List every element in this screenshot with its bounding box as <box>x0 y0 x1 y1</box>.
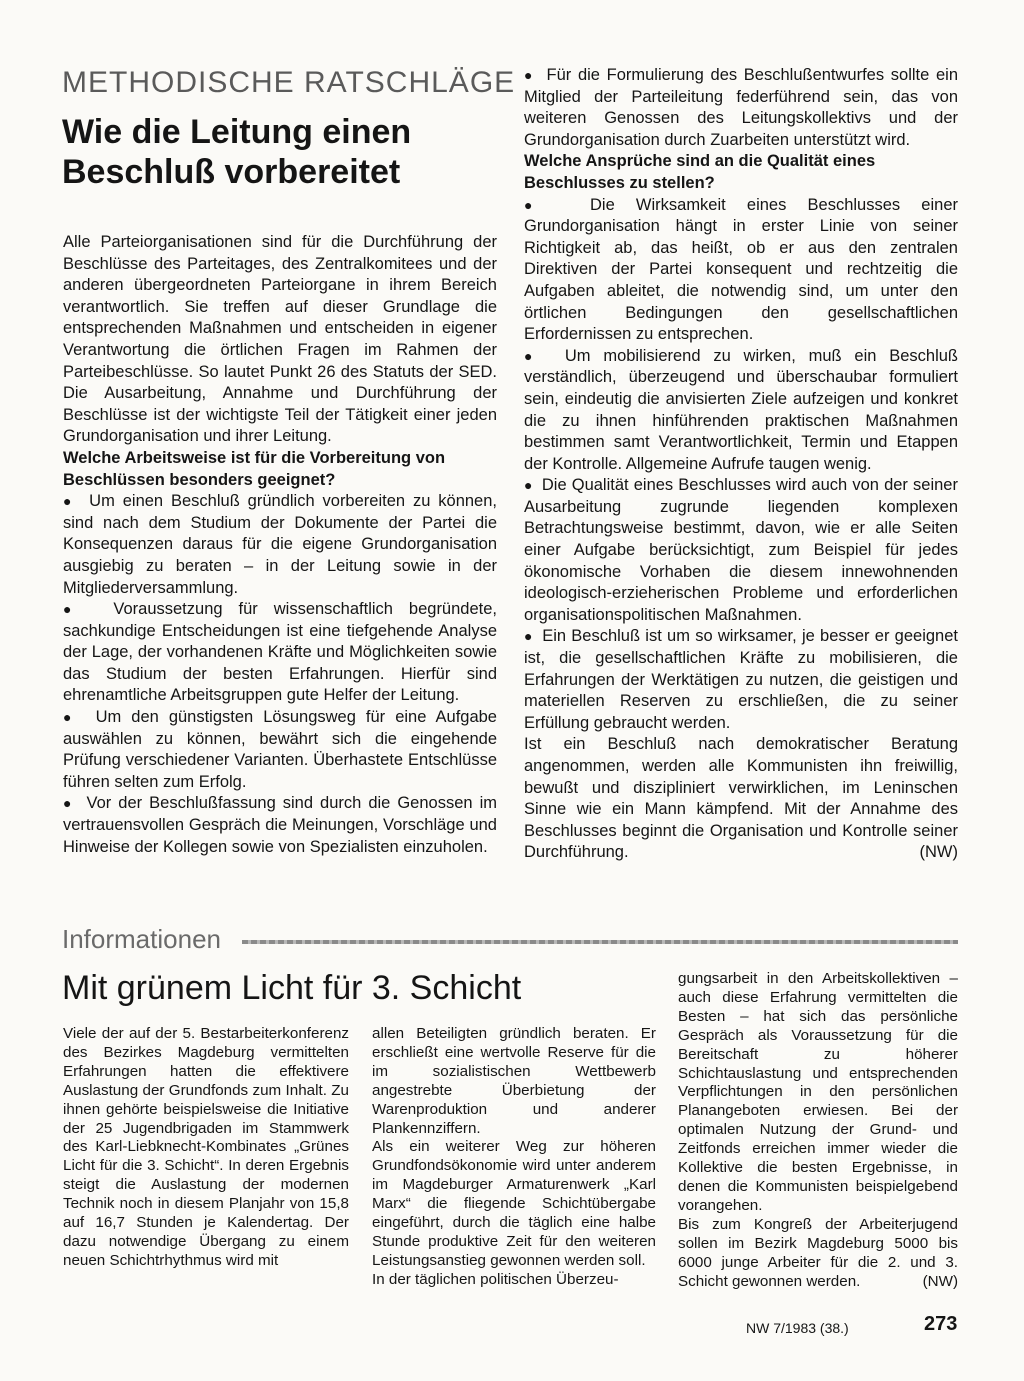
paragraph-text: Ist ein Beschluß nach demokratischer Beratung angenommen, werden alle Kommunisten ihn freiwillig, bewußt und diszipliniert verwirklichen, im Leninschen Sinne wie ein Mann kämpfend. Mit der Annahme des Beschlusses beginnt die Organisation und Kontrolle seiner Durchführung. <box>524 735 958 862</box>
info-column-2 <box>372 1025 656 1290</box>
info-column-1 <box>63 1025 349 1271</box>
article-headline: Wie die Leitung einen Beschluß vorbereitet <box>62 113 412 191</box>
info-headline: Mit grünem Licht für 3. Schicht <box>62 969 522 1007</box>
paragraph: Viele der auf der 5. Bestarbeiterkonferenz des Bezirkes Magdeburg vermittelten Erfahrungen hatten die effektivere Auslastung der Grundfonds zum Inhalt. Zu ihnen gehörte beispielsweise die Initiative der 25 Jugendbrigaden im Stammwerk des Karl-Liebknecht-Kombinates „Grünes Licht für die 3. Schicht“. In deren Ergebnis steigt die Auslastung der modernen Technik noch in diesem Planjahr von 15,8 auf 16,7 Stunden je Kalendertag. Der dazu notwendige Übergang zu einem neuen Schichtrhythmus wird mit <box>63 1025 349 1269</box>
bullet-paragraph: ● Um einen Beschluß gründlich vorbereiten zu können, sind nach dem Studium der Dokumente der Partei die Konsequenzen daraus für die eigene Grundorganisation ausgiebig zu beraten – in der Leitung sowie in der Mitgliederversammlung. <box>63 491 497 599</box>
paragraph: allen Beteiligten gründlich beraten. Er erschließt eine wertvolle Reserve für die im sozialistischen Wettbewerb angestrebte Überbietung der Warenproduktion und anderer Plankennziffern. <box>372 1025 656 1137</box>
section-header-informationen <box>62 922 958 956</box>
question-heading: Welche Ansprüche sind an die Qualität eines Beschlusses zu stellen? <box>524 152 876 192</box>
article-column-1 <box>63 232 497 858</box>
issue-reference: NW 7/1983 (38.) <box>746 1320 849 1336</box>
paragraph <box>524 734 958 864</box>
page-number: 273 <box>924 1313 958 1335</box>
info-signature: (NW) <box>922 1272 958 1290</box>
bullet-paragraph: ● Die Qualität eines Beschlusses wird auch von der seiner Ausarbeitung zugrunde liegenden komplexen Betrachtungsweise bestimmt, davon, wie er alle Seiten einer Aufgabe berücksichtigt, zum Beispiel für jedes ökonomische Vorhaben die diesem innewohnenden ideologisch-erzieherischen Probleme und erforderlichen organisationspolitischen Maßnahmen. <box>524 475 958 626</box>
bullet-paragraph: ● Für die Formulierung des Beschlußentwurfes sollte ein Mitglied der Parteileitung federführend sein, das von weiteren Genossen des Leitungskollektivs und der Grundorganisation durch Zuarbeiten unterstützt wird. <box>524 65 958 151</box>
bullet-paragraph: ● Die Wirksamkeit eines Beschlusses einer Grundorganisation hängt in erster Linie von seiner Richtigkeit ab, das heißt, ob er aus den zentralen Direktiven der Partei konsequent und rechtzeitig die Aufgaben ableitet, die notwendig sind, um unter den örtlichen Bedingungen den gesellschaftlichen Erfordernissen zu entsprechen. <box>524 195 958 346</box>
paragraph-text: Bis zum Kongreß der Arbeiterjugend sollen im Bezirk Magdeburg 5000 bis 6000 junge Arbeiter für die 2. und 3. Schicht gewonnen werden. <box>678 1215 958 1290</box>
info-column-3 <box>678 970 958 1291</box>
bullet-paragraph: ● Voraussetzung für wissenschaftlich begründete, sachkundige Entscheidungen ist eine tiefgehende Analyse der Lage, der vorhandenen Kräfte und Möglichkeiten sowie das Studium der besten Erfahrungen. Hierfür sind ehrenamtliche Arbeitsgruppen gute Helfer der Leitung. <box>63 599 497 707</box>
section-rule <box>242 940 958 944</box>
bullet-paragraph: ● Ein Beschluß ist um so wirksamer, je besser er geeignet ist, die gesellschaftlichen Kräfte zu mobilisieren, die Erfahrungen der Werktätigen zu nutzen, die geistigen und materiellen Reserven zu erschließen, die zu seiner Erfüllung gebraucht werden. <box>524 626 958 734</box>
section-kicker: METHODISCHE RATSCHLÄGE <box>62 66 516 99</box>
paragraph: Alle Parteiorganisationen sind für die Durchführung der Beschlüsse des Parteitages, des Zentralkomitees und der anderen übergeordneten Parteiorgane in ihrem Bereich verantwortlich. Sie treffen auf dieser Grundlage die entsprechenden Maßnahmen und entscheiden in eigener Verantwortung die örtlichen Fragen im Rahmen der Parteibeschlüsse. So lautet Punkt 26 des Statuts der SED. Die Ausarbeitung, Annahme und Durchführung der Beschlüsse ist der wichtigste Teil der Tätigkeit einer jeden Grundorganisation und ihrer Leitung. <box>63 233 497 446</box>
paragraph <box>678 1216 958 1292</box>
paragraph: gungsarbeit in den Arbeitskollektiven – auch diese Erfahrung vermittelten die Besten – hat sich das persönliche Gespräch als Voraussetzung für die Bereitschaft zu höherer Schichtauslastung und entsprechenden Verpflichtungen in den persönlichen Planangeboten erwiesen. Bei der optimalen Nutzung der Grund- und Zeitfonds erreichen immer wieder die Kollektive die besten Ergebnisse, in denen die Kommunisten beispielgebend vorangehen. <box>678 970 958 1214</box>
bullet-paragraph: ● Um den günstigsten Lösungsweg für eine Aufgabe auswählen zu können, bewährt sich die eingehende Prüfung verschiedener Varianten. Überhastete Entschlüsse führen selten zum Erfolg. <box>63 707 497 793</box>
paragraph: In der täglichen politischen Überzeu- <box>372 1270 619 1288</box>
bullet-paragraph: ● Um mobilisierend zu wirken, muß ein Beschluß verständlich, überzeugend und überschaubar formuliert sein, eindeutig die anvisierten Ziele aufzeigen und konkret die zu ihnen hinführenden praktischen Maßnahmen bestimmen samt Verantwortlichkeit, Termin und Etappen der Kontrolle. Allgemeine Aufrufe taugen wenig. <box>524 346 958 476</box>
question-heading: Welche Arbeitsweise ist für die Vorbereitung von Beschlüssen besonders geeignet? <box>63 448 446 489</box>
bullet-paragraph: ● Vor der Beschlußfassung sind durch die Genossen im vertrauensvollen Gespräch die Meinungen, Vorschläge und Hinweise der Kollegen sowie von Spezialisten einzuholen. <box>63 793 497 858</box>
article-signature: (NW) <box>919 843 958 862</box>
section-label: Informationen <box>62 922 233 956</box>
paragraph: Als ein weiterer Weg zur höheren Grundfondsökonomie wird unter anderem im Magdeburger Armaturenwerk „Karl Marx“ die fliegende Schichtübergabe eingeführt, durch die täglich eine halbe Stunde produktive Zeit für den weiteren Leistungsanstieg gewonnen werden soll. <box>372 1138 656 1269</box>
article-column-2 <box>524 65 958 864</box>
